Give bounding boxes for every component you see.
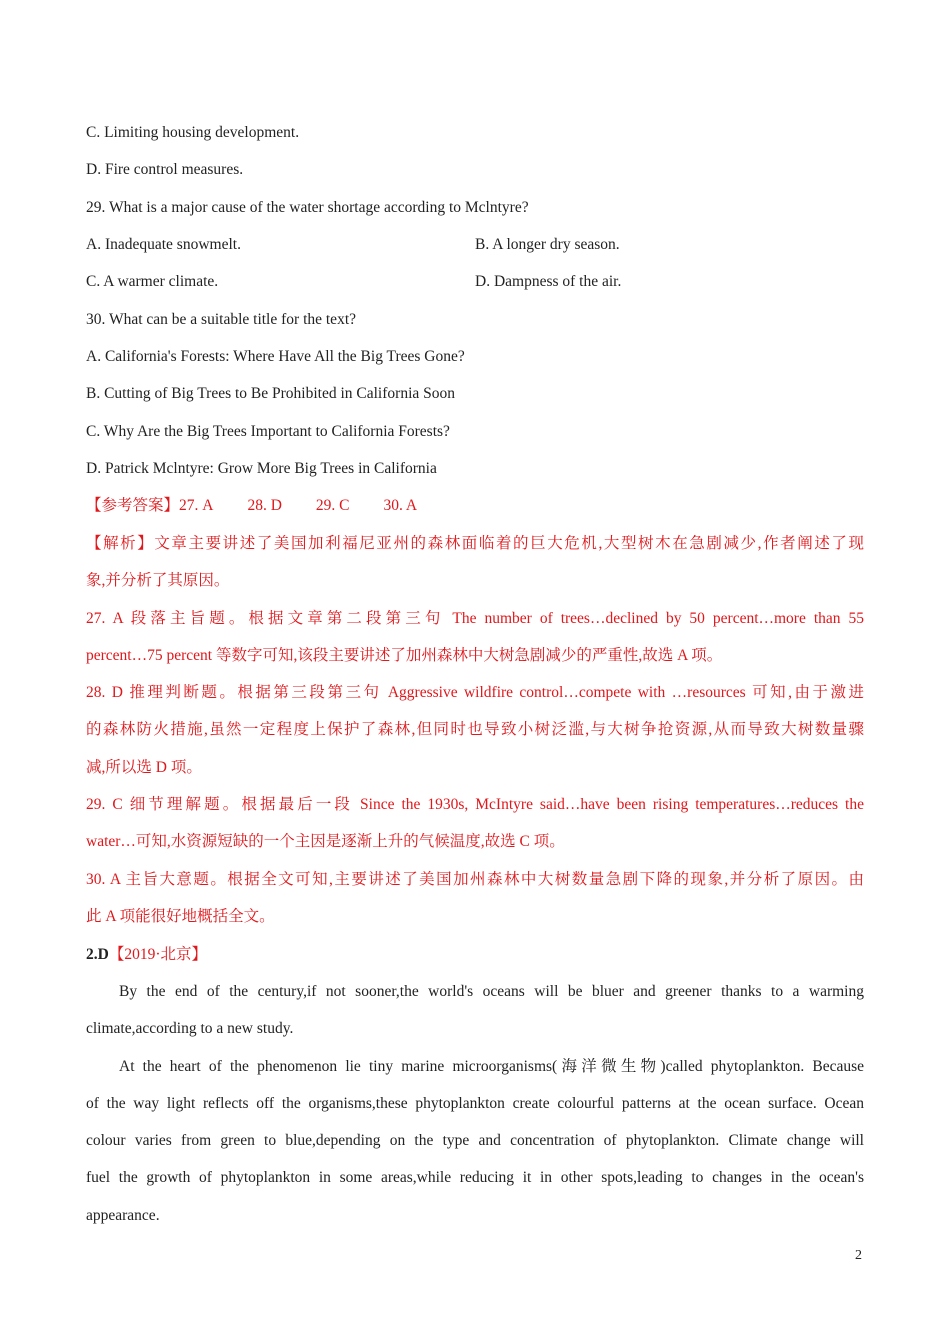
q29-option-d: D. Dampness of the air. <box>475 273 622 290</box>
explanation-27-line2: percent…75 percent 等数字可知,该段主要讲述了加州森林中大树急剧减少的严重性,故选 A 项。 <box>86 647 723 664</box>
passage-p1-line1: By the end of the century,if not sooner,the world's oceans will be bluer and greener thanks to a warming <box>119 983 864 1000</box>
q28-option-c: C. Limiting housing development. <box>86 124 300 141</box>
answer-27: 27. A <box>179 497 214 514</box>
passage-number: 2.D <box>86 946 109 963</box>
passage-p2-line5: appearance. <box>86 1207 160 1224</box>
passage-p2-line4: fuel the growth of phytoplankton in some areas,while reducing it in other spots,leading to changes in the ocean's <box>86 1169 864 1186</box>
page-number: 2 <box>855 1248 862 1263</box>
q30-stem: 30. What can be a suitable title for the text? <box>86 311 357 328</box>
explanation-30-line2: 此 A 项能很好地概括全文。 <box>86 908 275 925</box>
passage-source: 【2019·北京】 <box>108 946 207 963</box>
passage-p2-line1: At the heart of the phenomenon lie tiny marine microorganisms(海洋微生物)called phytoplankton. Because <box>119 1058 864 1075</box>
passage-heading <box>86 944 864 966</box>
q29-option-a: A. Inadequate snowmelt. <box>86 236 241 253</box>
answer-30: 30. A <box>383 497 418 514</box>
q29-option-b: B. A longer dry season. <box>475 236 620 253</box>
q28-option-d: D. Fire control measures. <box>86 161 244 178</box>
q29-stem: 29. What is a major cause of the water shortage according to Mclntyre? <box>86 199 529 216</box>
q30-option-a: A. California's Forests: Where Have All the Big Trees Gone? <box>86 348 465 365</box>
passage-p1-line2: climate,according to a new study. <box>86 1020 294 1037</box>
explanation-28-line3: 减,所以选 D 项。 <box>86 759 202 776</box>
explanation-29-line1: 29. C 细节理解题。根据最后一段 Since the 1930s, McIntyre said…have been rising temperatures…reduces the <box>86 796 864 813</box>
answer-28: 28. D <box>247 497 282 514</box>
q30-option-b: B. Cutting of Big Trees to Be Prohibited in California Soon <box>86 385 455 402</box>
explanation-27-line1: 27. A 段落主旨题。根据文章第二段第三句 The number of trees…declined by 50 percent…more than 55 <box>86 610 864 627</box>
q30-option-c: C. Why Are the Big Trees Important to California Forests? <box>86 423 450 440</box>
explanation-30-line1: 30. A 主旨大意题。根据全文可知,主要讲述了美国加州森林中大树数量急剧下降的现象,并分析了原因。由 <box>86 871 864 888</box>
explanation-28-line1: 28. D 推理判断题。根据第三段第三句 Aggressive wildfire control…compete with …resources 可知,由于激进 <box>86 684 864 701</box>
passage-p2-line2: of the way light reflects off the organisms,these phytoplankton create colourful patterns at the ocean surface. Ocean <box>86 1095 864 1112</box>
explanation-28-line2: 的森林防火措施,虽然一定程度上保护了森林,但同时也导致小树泛滥,与大树争抢资源,从而导致大树数量骤 <box>86 721 864 738</box>
q30-option-d: D. Patrick Mclntyre: Grow More Big Trees in California <box>86 460 437 477</box>
passage-p2-line3: colour varies from green to blue,depending on the type and concentration of phytoplankton. Climate change will <box>86 1132 864 1149</box>
answer-29: 29. C <box>315 497 350 514</box>
analysis-intro-line2: 象,并分析了其原因。 <box>86 572 230 589</box>
q29-options-row1 <box>86 234 864 256</box>
answer-key <box>86 495 864 517</box>
explanation-29-line2: water…可知,水资源短缺的一个主因是逐渐上升的气候温度,故选 C 项。 <box>86 833 565 850</box>
q29-option-c: C. A warmer climate. <box>86 273 219 290</box>
q29-options-row2 <box>86 271 864 293</box>
analysis-intro-line1: 【解析】文章主要讲述了美国加利福尼亚州的森林面临着的巨大危机,大型树木在急剧减少,作者阐述了现 <box>86 535 864 552</box>
answer-key-label: 【参考答案】 <box>86 497 180 514</box>
